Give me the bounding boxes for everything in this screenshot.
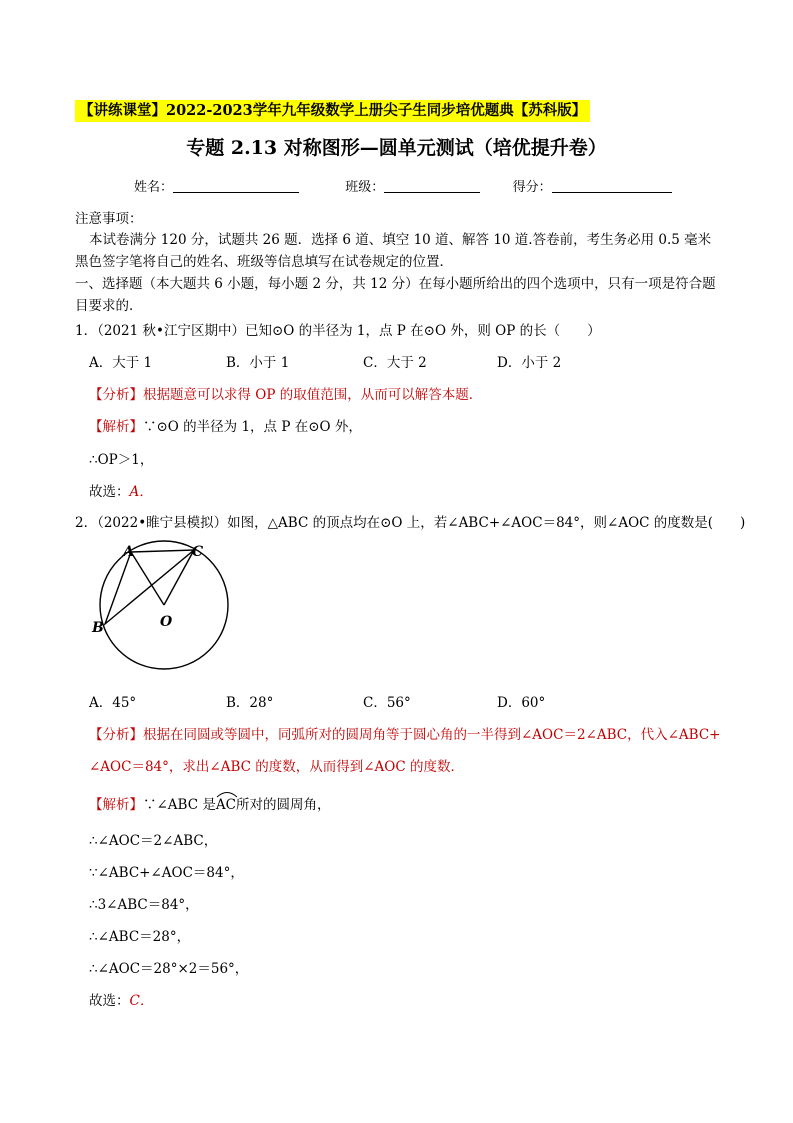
q2-option-d: D．60° — [497, 695, 546, 711]
label-c: C — [192, 544, 204, 560]
q1-answer — [89, 480, 153, 500]
notes-heading: 注意事项： — [75, 211, 143, 227]
notes-line-1: 本试卷满分 120 分，试题共 26 题．选择 6 道、填空 10 道、解答 10 道.答卷前，考生务必用 0.5 毫米 — [89, 232, 712, 248]
q1-analysis-text: 根据题意可以求得 OP 的取值范围，从而可以解答本题． — [143, 387, 483, 403]
class-blank — [384, 180, 480, 193]
q2-circle-figure — [88, 538, 253, 678]
score-label: 得分： — [512, 180, 552, 195]
q2-answer-prefix: 故选： — [89, 993, 130, 1009]
q2-step-2: ∵∠ABC+∠AOC＝84°， — [89, 865, 244, 881]
q1-option-a: A．大于 1 — [89, 355, 153, 371]
segment-oc — [164, 550, 194, 605]
q1-stem: 1．（2021 秋•江宁区期中）已知⊙O 的半径为 1，点 P 在⊙O 外，则 OP 的长（ ） — [75, 323, 601, 339]
name-blank — [173, 180, 299, 193]
student-info-fields — [134, 176, 672, 195]
q2-solution-pre: ∵∠ABC 是 — [143, 797, 216, 813]
q2-option-c: C．56° — [363, 695, 411, 711]
arc-ac — [216, 797, 236, 813]
q2-answer — [89, 989, 153, 1009]
notes-line-2: 黑色签字笔将自己的姓名、班级等信息填写在试卷规定的位置． — [75, 254, 453, 270]
q2-step-4: ∴∠ABC＝28°， — [89, 929, 191, 945]
q1-option-d: D．小于 2 — [497, 355, 562, 371]
q2-analysis-line-1 — [89, 723, 720, 743]
header-banner: 【讲练课堂】2022-2023学年九年级数学上册尖子生同步培优题典【苏科版】 — [75, 100, 590, 122]
q2-solution-tag: 【解析】 — [89, 797, 143, 813]
q1-solution — [89, 415, 362, 435]
q1-option-c: C．大于 2 — [363, 355, 427, 371]
q1-option-b: B．小于 1 — [226, 355, 290, 371]
q2-step-5: ∴∠AOC＝28°×2＝56°， — [89, 961, 249, 977]
q2-solution-post: 所对的圆周角， — [235, 797, 331, 813]
q2-answer-value: C． — [129, 993, 154, 1009]
section-heading-line-1: 一、选择题（本大题共 6 小题，每小题 2 分，共 12 分）在每小题所给出的四个选项中，只有一项是符合题 — [75, 276, 716, 292]
label-b: B — [92, 620, 104, 636]
score-blank — [552, 180, 672, 193]
section-heading-line-2: 目要求的． — [75, 298, 143, 314]
q2-step-1: ∴∠AOC＝2∠ABC， — [89, 833, 218, 849]
arc-label: AC — [215, 797, 236, 813]
q2-option-a: A．45° — [89, 695, 137, 711]
q2-stem: 2．（2022•睢宁县模拟）如图，△ABC 的顶点均在⊙O 上，若∠ABC+∠AOC＝84°，则∠AOC 的度数是( ) — [75, 515, 746, 531]
q2-analysis-text-1: 根据在同圆或等圆中，同弧所对的圆周角等于圆心角的一半得到∠AOC＝2∠ABC，代入∠ABC+ — [143, 727, 721, 743]
q2-analysis-line-2: ∠AOC＝84°，求出∠ABC 的度数，从而得到∠AOC 的度数． — [89, 759, 464, 775]
name-label: 姓名： — [134, 180, 174, 195]
q1-solution-tag: 【解析】 — [89, 419, 143, 435]
q1-analysis — [89, 383, 482, 403]
q1-solution-text: ∵⊙O 的半径为 1，点 P 在⊙O 外， — [143, 419, 362, 435]
label-o: O — [160, 614, 173, 630]
q2-step-3: ∴3∠ABC＝84°， — [89, 897, 199, 913]
q2-analysis-tag: 【分析】 — [89, 727, 143, 743]
page-title: 专题 2.13 对称图形—圆单元测试（培优提升卷） — [186, 137, 607, 159]
label-a: A — [123, 544, 134, 560]
q1-analysis-tag: 【分析】 — [89, 387, 143, 403]
q2-solution — [89, 793, 330, 813]
q1-step-1: ∴OP＞1， — [89, 452, 154, 468]
q1-answer-value: A． — [129, 484, 153, 500]
q2-option-b: B．28° — [226, 695, 274, 711]
arc-icon — [216, 790, 238, 798]
class-label: 班级： — [345, 180, 385, 195]
q1-answer-prefix: 故选： — [89, 484, 130, 500]
